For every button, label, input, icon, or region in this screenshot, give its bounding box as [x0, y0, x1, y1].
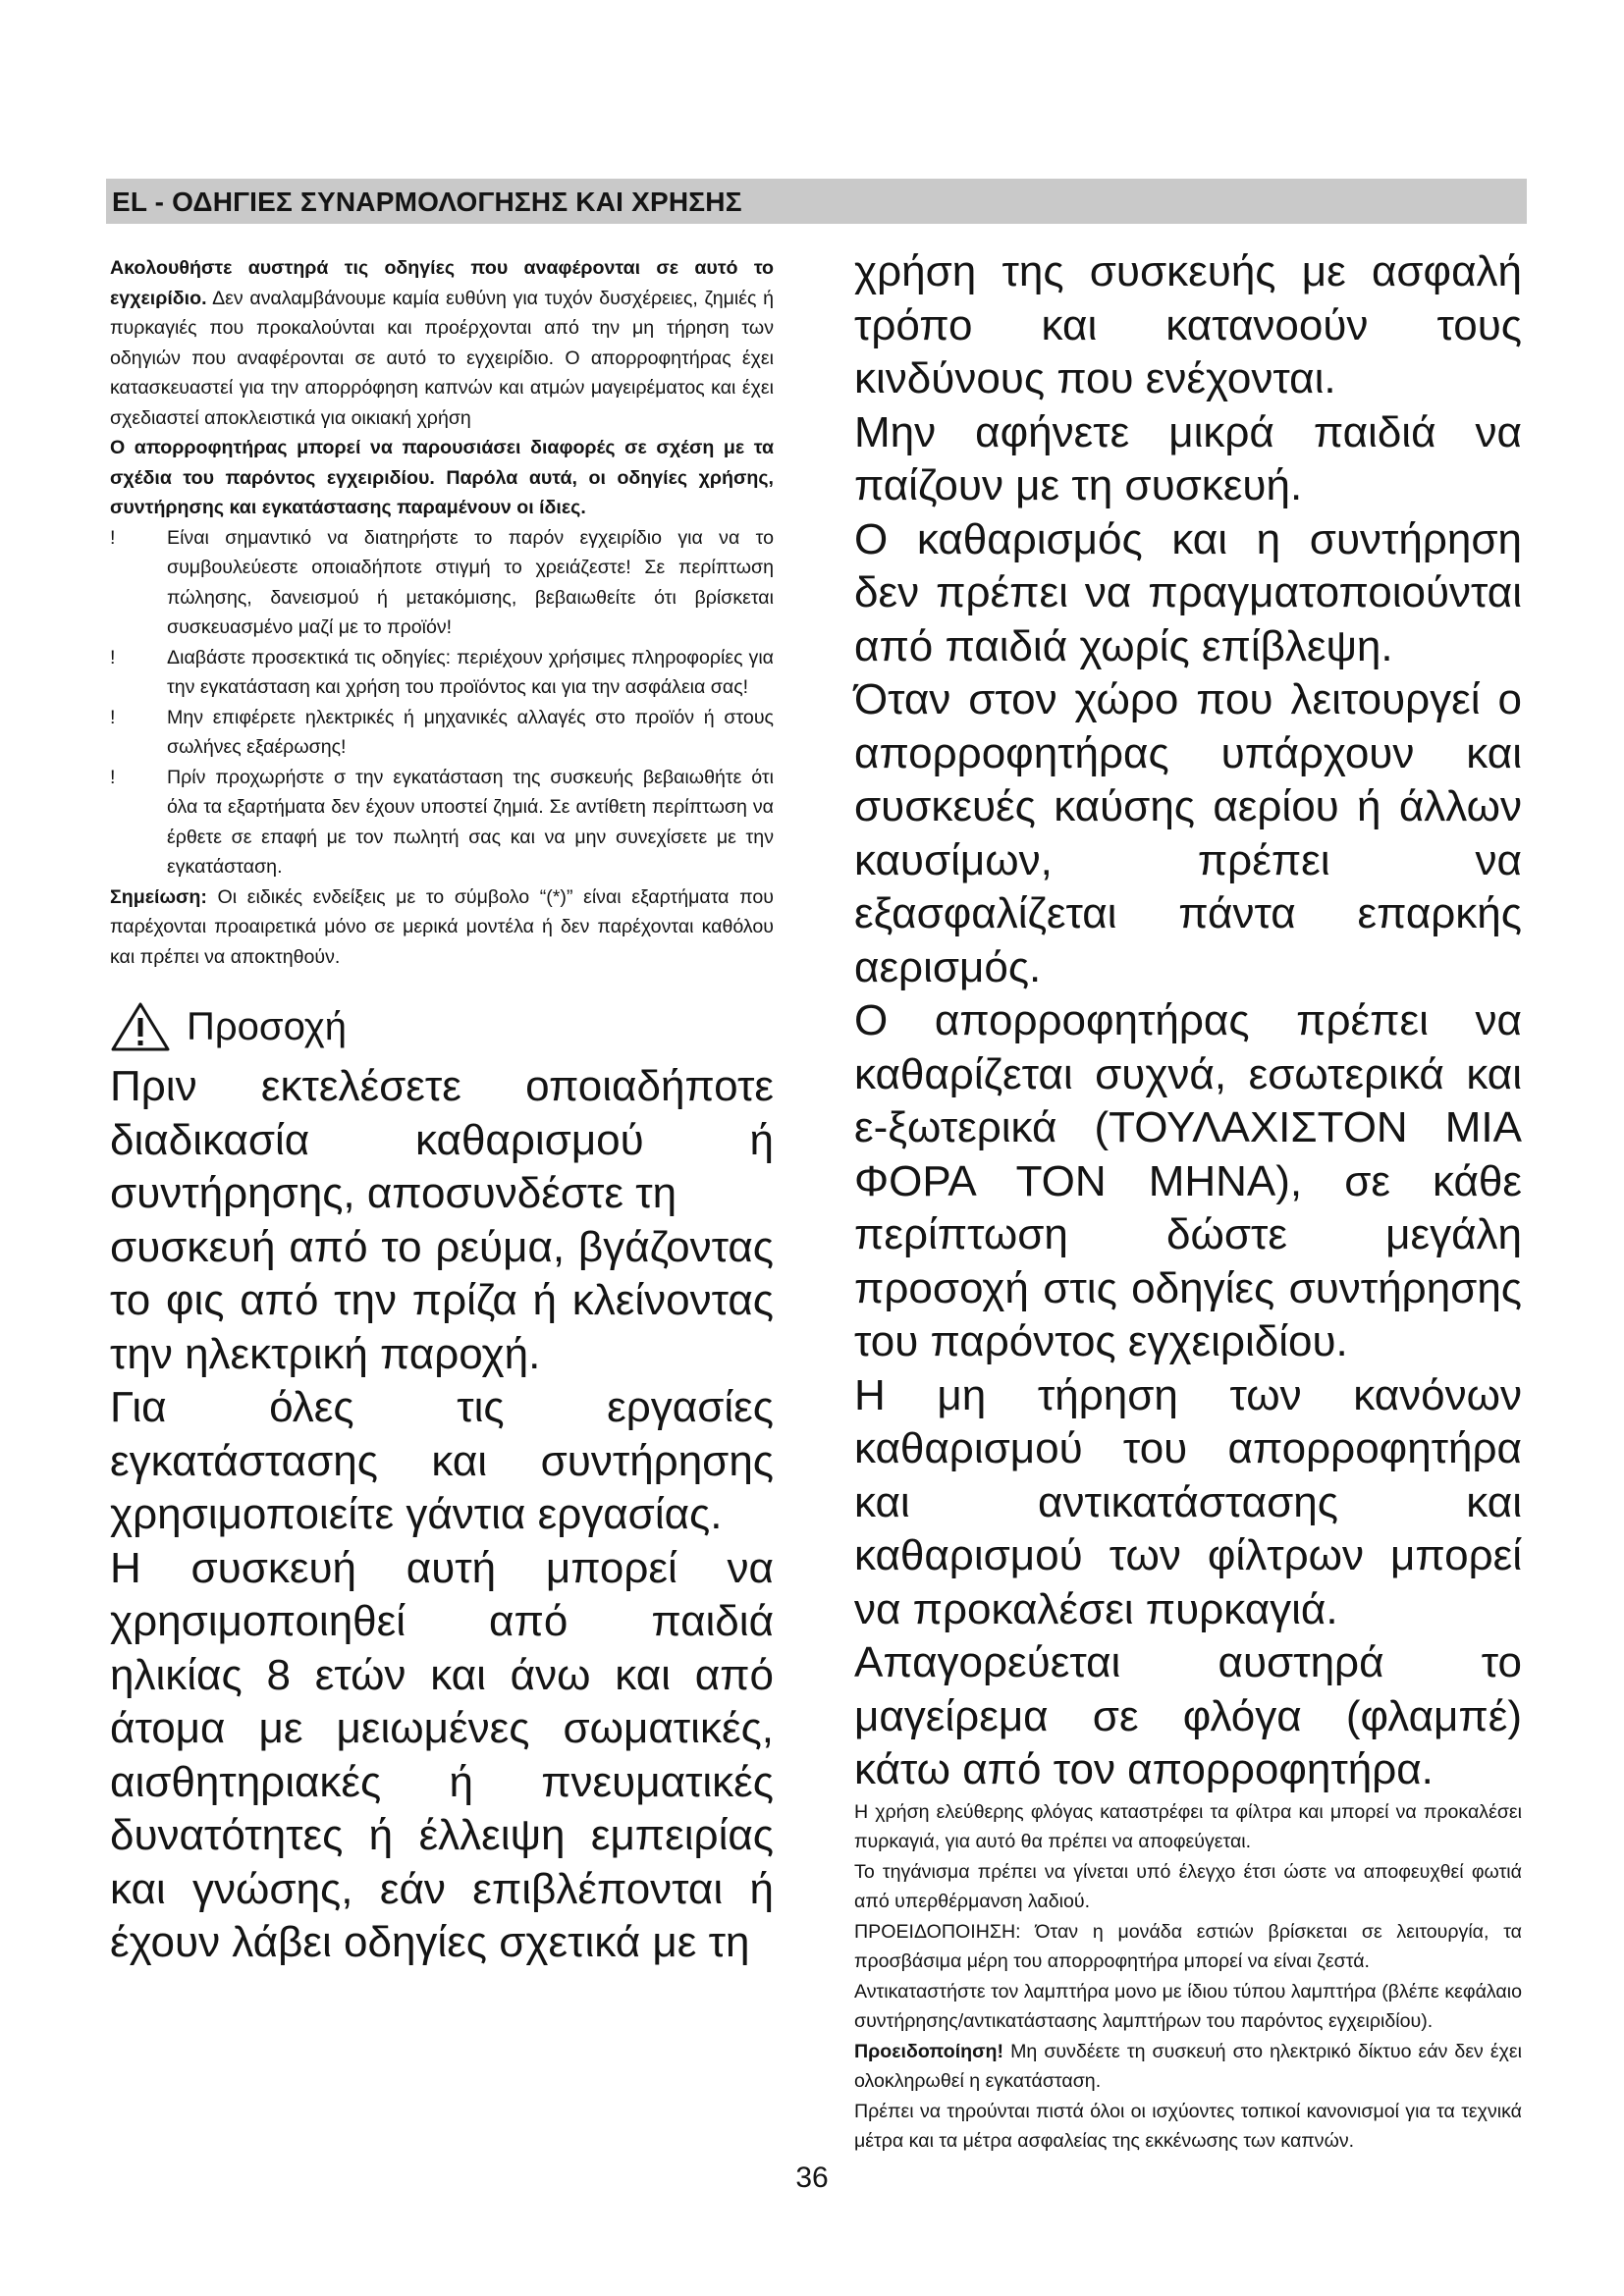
note-text: Οι ειδικές ενδείξεις με το σύμβολο “(*)” είναι εξαρτήματα που παρέχονται προαιρετικά μόνο σε μερικά μοντέλα ή δεν παρέχονται καθόλου και πρέπει να αποκτηθούν.	[110, 885, 774, 968]
bullet-item	[110, 763, 774, 882]
exclamation-icon: !	[110, 766, 116, 788]
large-paragraph: συσκευή από το ρεύμα, βγάζοντας το φις από την πρίζα ή κλείνοντας την ηλεκτρική παροχή.	[110, 1222, 774, 1378]
exclamation-icon: !	[110, 646, 116, 668]
page-number: 36	[795, 2162, 829, 2194]
small-paragraph: ΠΡΟΕΙΔΟΠΟΙΗΣΗ: Όταν η μονάδα εστιών βρίσκεται σε λειτουργία, τα προσβάσιμα μέρη του απορροφητήρα μπορεί να είναι ζεστά.	[854, 1920, 1522, 1972]
large-paragraph: χρήση της συσκευής με ασφαλή τρόπο και κατανοούν τους κινδύνους που ενέχονται.	[854, 247, 1522, 402]
small-paragraph: Αντικαταστήστε τον λαμπτήρα μονο με ίδιου τύπου λαμπτήρα (βλέπε κεφάλαιο συντήρησης/αντικατάστασης λαμπτήρων του παρόντος εγχειριδίου).	[854, 1980, 1522, 2032]
intro-text: Δεν αναλαμβάνουμε καμία ευθύνη για τυχόν δυσχέρειες, ζημιές ή πυρκαγιές που προκαλούνται και προέρχονται από την μη τήρηση των οδηγιών που αναφέρονται σε αυτό το εγχειρίδιο. Ο απορροφητήρας έχει κατασκευαστεί για την απορρόφηση καπνών και ατμών μαγειρέματος και έχει σχεδιαστεί αποκλειστικά για οικιακή χρήση	[110, 287, 774, 429]
warning-label: Προειδοποίηση!	[854, 2040, 1004, 2062]
bullet-text: Διαβάστε προσεκτικά τις οδηγίες: περιέχουν χρήσιμες πληροφορίες για την εγκατάσταση και χρήση του προϊόντος και για την ασφάλεια σας!	[167, 646, 774, 698]
warning-paragraph	[854, 2037, 1522, 2097]
large-paragraph: Όταν στον χώρο που λειτουργεί ο απορροφητήρας υπάρχουν και συσκευές καύσης αερίου ή άλλων καυσίμων, πρέπει να εξασφαλίζεται πάντα επαρκής αερισμός.	[854, 675, 1522, 991]
note-label: Σημείωση:	[110, 885, 207, 908]
exclamation-icon: !	[110, 526, 116, 549]
variations-paragraph: Ο απορροφητήρας μπορεί να παρουσιάσει διαφορές σε σχέση με τα σχέδια του παρόντος εγχειριδίου. Παρόλα αυτά, οι οδηγίες χρήσης, συντήρησης και εγκατάστασης παραμένουν οι ίδιες.	[110, 437, 774, 518]
intro-paragraph	[110, 253, 774, 433]
attention-heading	[110, 1001, 774, 1052]
bullet-item	[110, 643, 774, 703]
warning-triangle-icon	[110, 1001, 171, 1052]
bullet-text: Είναι σημαντικό να διατηρήστε το παρόν εγχειρίδιο για να το συμβουλεύεστε οποιαδήποτε στιγμή το χρειάζεστε! Σε περίπτωση πώλησης, δανεισμού ή μετακόμισης, βεβαιωθείτε ότι βρίσκεται συσκευασμένο μαζί με το προϊόν!	[167, 526, 774, 638]
bullet-text: Πρίν προχωρήστε σ την εγκατάσταση της συσκευής βεβαιωθήτε ότι όλα τα εξαρτήματα δεν έχουν υποστεί ζημιά. Σε αντίθετη περίπτωση να έρθετε σε επαφή με τον πωλητή σας και να μην συνεχίσετε με την εγκατάσταση.	[167, 766, 774, 878]
warning-text: Μη συνδέετε τη συσκευή στο ηλεκτρικό δίκτυο εάν δεν έχει ολοκληρωθεί η εγκατάσταση.	[854, 2040, 1522, 2092]
section-header	[106, 179, 1527, 224]
exclamation-icon: !	[110, 706, 116, 728]
large-paragraph: Για όλες τις εργασίες εγκατάστασης και συντήρησης χρησιμοποιείτε γάντια εργασίας.	[110, 1383, 774, 1538]
note-paragraph	[110, 882, 774, 973]
left-column	[110, 253, 774, 1970]
large-paragraph: Η μη τήρηση των κανόνων καθαρισμού του απορροφητήρα και αντικατάστασης και καθαρισμού των φίλτρων μπορεί να προκαλέσει πυρκαγιά.	[854, 1370, 1522, 1633]
large-paragraph: Πριν εκτελέσετε οποιαδήποτε διαδικασία καθαρισμού ή συντήρησης, αποσυνδέστε τη	[110, 1062, 774, 1217]
large-paragraph: Μην αφήνετε μικρά παιδιά να παίζουν με τη συσκευή.	[854, 407, 1522, 509]
attention-title: Προσοχή	[187, 1004, 347, 1048]
bullet-text: Μην επιφέρετε ηλεκτρικές ή μηχανικές αλλαγές στο προϊόν ή στους σωλήνες εξαέρωσης!	[167, 706, 774, 758]
small-paragraph: Το τηγάνισμα πρέπει να γίνεται υπό έλεγχο έτσι ώστε να αποφευχθεί φωτιά από υπερθέρμανση λαδιού.	[854, 1860, 1522, 1912]
intro-bold: Ακολουθήστε αυστηρά τις οδηγίες που αναφέρονται σε αυτό το εγχειρίδιο.	[110, 257, 774, 309]
regulations-paragraph: Πρέπει να τηρούνται πιστά όλοι οι ισχύοντες τοπικοί κανονισμοί για τα τεχνικά μέτρα και τα μέτρα ασφαλείας της εκκένωσης των καπνών.	[854, 2100, 1522, 2152]
right-column	[854, 245, 1522, 2157]
small-paragraph: Η χρήση ελεύθερης φλόγας καταστρέφει τα φίλτρα και μπορεί να προκαλέσει πυρκαγιά, για αυτό θα πρέπει να αποφεύγεται.	[854, 1800, 1522, 1852]
section-title: EL - ΟΔΗΓΙΕΣ ΣΥΝΑΡΜΟΛΟΓΗΣΗΣ ΚΑΙ ΧΡΗΣΗΣ	[112, 187, 742, 217]
large-paragraph: Απαγορεύεται αυστηρά το μαγείρεμα σε φλόγα (φλαμπέ) κάτω από τον απορροφητήρα.	[854, 1638, 1522, 1793]
bullet-item	[110, 703, 774, 763]
large-paragraph: Η συσκευή αυτή μπορεί να χρησιμοποιηθεί από παιδιά ηλικίας 8 ετών και άνω και από άτομα με μειωμένες σωματικές, αισθητηριακές ή πνευματικές δυνατότητες ή έλλειψη εμπειρίας και γνώσης, εάν επιβλέπονται ή έχουν λάβει οδηγίες σχετικά με τη	[110, 1543, 774, 1966]
large-paragraph: Ο καθαρισμός και η συντήρηση δεν πρέπει να πραγματοποιούνται από παιδιά χωρίς επίβλεψη.	[854, 514, 1522, 670]
bullet-item	[110, 523, 774, 643]
large-paragraph: Ο απορροφητήρας πρέπει να καθαρίζεται συχνά, εσωτερικά και ε-ξωτερικά (ΤΟΥΛΑΧΙΣΤΟΝ ΜΙΑ ΦΟΡΑ ΤΟΝ ΜΗΝΑ), σε κάθε περίπτωση δώστε μεγάλη προσοχή στις οδηγίες συντήρησης του παρόντος εγχειριδίου.	[854, 996, 1522, 1365]
